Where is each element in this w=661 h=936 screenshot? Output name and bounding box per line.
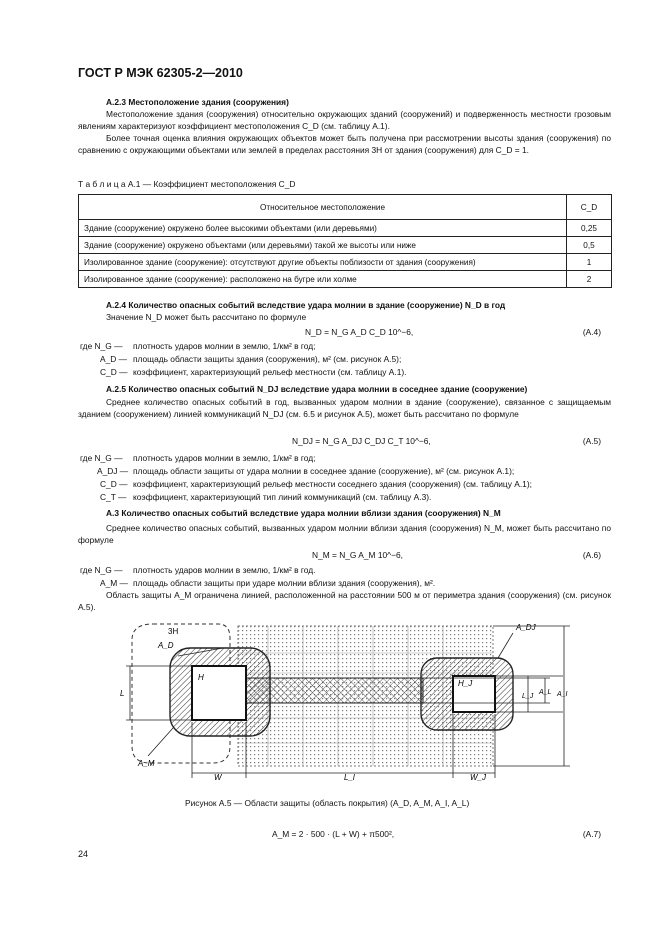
protection-areas-figure <box>118 618 573 788</box>
section-a24-title: А.2.4 Количество опасных событий вследствие удара молнии в здание (сооружение) N_D в год <box>106 300 506 310</box>
label-adj: A_DJ <box>516 623 536 632</box>
table-cell: 0,5 <box>567 237 612 254</box>
table-cell: Изолированное здание (сооружение): расположено на бугре или холме <box>79 271 567 288</box>
where-text: плотность ударов молнии в землю, 1/км² в год; <box>133 341 316 351</box>
section-a23-title: А.2.3 Местоположение здания (сооружения) <box>106 97 289 107</box>
where-text: коэффициент, характеризующий рельеф местности (см. таблицу А.1). <box>133 367 407 377</box>
section-a25-title: А.2.5 Количество опасных событий N_DJ вследствие удара молнии в соседнее здание (сооружение) <box>106 384 528 394</box>
where-text: коэффициент, характеризующий рельеф местности соседнего здания (сооружения) (см. таблицу А.1); <box>133 479 532 489</box>
where-text: плотность ударов молнии в землю, 1/км² в год. <box>133 565 316 575</box>
table-cell: 2 <box>567 271 612 288</box>
where-symbol: A_DJ — <box>97 466 129 476</box>
equation-a5: N_DJ = N_G A_DJ C_DJ C_T 10^−6, <box>292 436 431 446</box>
where-symbol: A_M — <box>100 578 128 588</box>
where-symbol: C_D — <box>100 479 128 489</box>
section-a24-intro: Значение N_D может быть рассчитано по формуле <box>106 312 307 322</box>
table-cell: Здание (сооружение) окружено объектами (или деревьями) такой же высоты или ниже <box>79 237 567 254</box>
label-ai: A_I <box>557 691 568 698</box>
equation-number-a5: (А.5) <box>582 436 601 446</box>
table-caption: Т а б л и ц а А.1 — Коэффициент местоположения C_D <box>78 179 296 189</box>
label-w: W <box>214 773 222 782</box>
label-wj: W_J <box>470 773 486 782</box>
equation-number-a7: (А.7) <box>582 829 601 839</box>
label-ad: A_D <box>158 641 174 650</box>
equation-a7: A_M = 2 · 500 · (L + W) + π500², <box>272 829 395 839</box>
table-header-cell: Относительное местоположение <box>79 195 567 220</box>
table-header-cell: C_D <box>567 195 612 220</box>
table-row <box>79 220 612 237</box>
table-cell: Здание (сооружение) окружено более высокими объектами (или деревьями) <box>79 220 567 237</box>
section-a3-paragraph: Среднее количество опасных событий, вызванных ударом молнии вблизи здания (сооружения) N_M, может быть рассчитано по формуле <box>78 523 611 546</box>
label-l: L <box>120 689 125 698</box>
where-text: плотность ударов молнии в землю, 1/км² в год; <box>133 453 316 463</box>
table-row <box>79 237 612 254</box>
where-symbol: A_D — <box>100 354 127 364</box>
label-lj: L_J <box>522 693 534 700</box>
label-3h: 3H <box>168 627 179 636</box>
equation-a4: N_D = N_G A_D C_D 10^−6, <box>305 327 414 337</box>
where-symbol: где N_G — <box>80 341 123 351</box>
page-number: 24 <box>78 849 89 859</box>
coefficient-table <box>78 194 612 288</box>
where-text: площадь области защиты при ударе молнии вблизи здания (сооружения), м². <box>133 578 436 588</box>
figure-caption: Рисунок А.5 — Области защиты (область покрытия) (A_D, A_M, A_I, A_L) <box>185 798 470 808</box>
where-symbol: где N_G — <box>80 453 123 463</box>
label-ll: L_l <box>344 773 355 782</box>
where-text: площадь области защиты здания (сооружения), м² (см. рисунок А.5); <box>133 354 402 364</box>
table-cell: 1 <box>567 254 612 271</box>
label-h: H <box>198 673 204 682</box>
document-header: ГОСТ Р МЭК 62305-2—2010 <box>78 66 243 80</box>
label-am: A_M <box>138 759 155 768</box>
table-row <box>79 271 612 288</box>
section-a3-paragraph-2: Область защиты A_M ограничена линией, расположенной на расстоянии 500 м от периметра здания (сооружения) (см. рисунок А.5). <box>78 590 611 613</box>
table-header-row <box>79 195 612 220</box>
section-a3-title: А.3 Количество опасных событий вследствие удара молнии вблизи здания (сооружения) N_M <box>106 508 501 518</box>
label-hj: H_J <box>458 679 473 688</box>
table-row <box>79 254 612 271</box>
label-al: A_L <box>539 689 552 696</box>
where-symbol: где N_G — <box>80 565 123 575</box>
section-a23-paragraph-1: Местоположение здания (сооружения) относительно окружающих зданий (сооружений) и подверженность местности грозовым явлениям характеризуют коэффициент местоположения C_D (см. таблицу А.1). <box>78 109 611 132</box>
equation-number-a4: (А.4) <box>582 327 601 337</box>
section-a23-paragraph-2: Более точная оценка влияния окружающих объектов может быть получена при рассмотрении высоты здания (сооружения) по сравнению с окружающими объектами или землей в пределах расстояния 3H от здания (сооружения) для C_D = 1. <box>78 133 611 156</box>
table-cell: Изолированное здание (сооружение): отсутствуют другие объекты поблизости от здания (сооружения) <box>79 254 567 271</box>
where-text: коэффициент, характеризующий тип линий коммуникаций (см. таблицу А.3). <box>133 492 432 502</box>
section-a25-paragraph: Среднее количество опасных событий в год, вызванных ударом молнии в здание (сооружение), связанное с защищаемым зданием (сооружением) линией коммуникаций N_DJ (см. 6.5 и рисунок А.5), может быть рассчитано по формуле <box>78 397 611 420</box>
where-symbol: C_T — <box>100 492 127 502</box>
where-symbol: C_D — <box>100 367 128 377</box>
table-cell: 0,25 <box>567 220 612 237</box>
where-text: площадь области защиты от удара молнии в соседнее здание (сооружение), м² (см. рисунок А.1); <box>133 466 515 476</box>
equation-number-a6: (А.6) <box>582 550 601 560</box>
equation-a6: N_M = N_G A_M 10^−6, <box>312 550 403 560</box>
